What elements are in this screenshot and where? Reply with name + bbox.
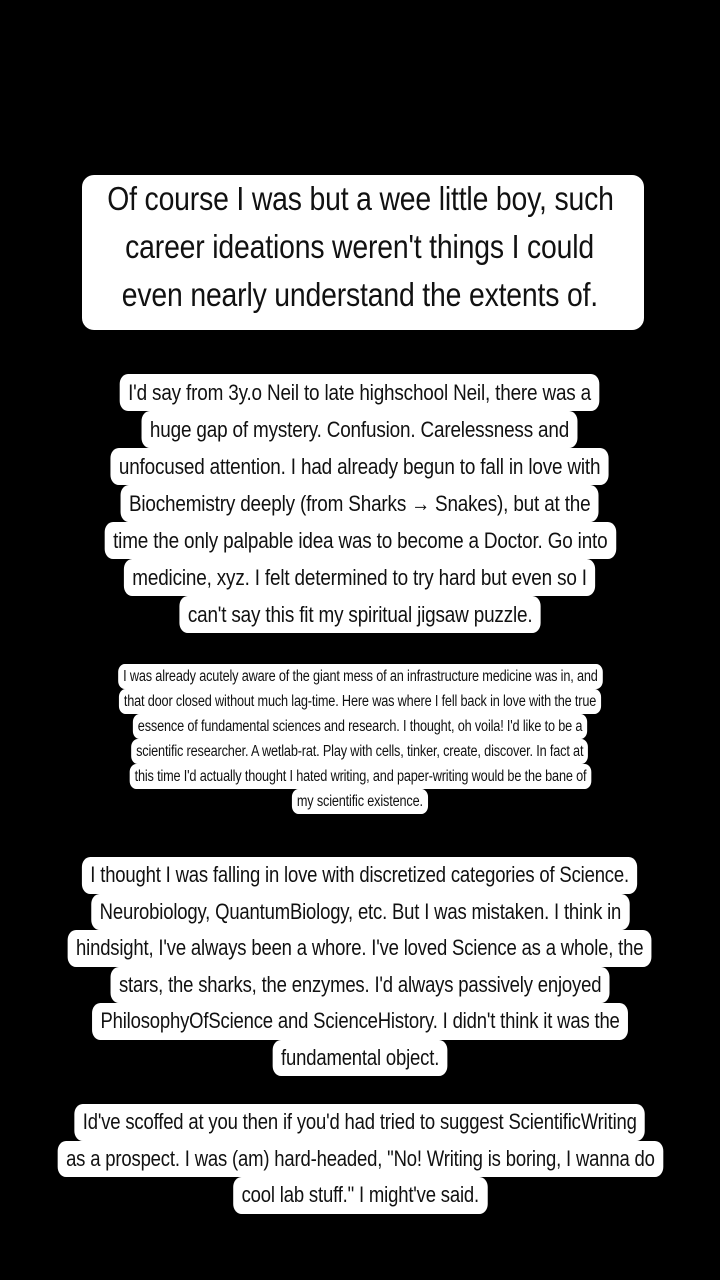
caption-line: [0, 448, 720, 485]
caption-block-5: [0, 1104, 720, 1214]
caption-text: even nearly understand the extents of.: [112, 271, 609, 319]
caption-text: I was already acutely aware of the giant mess of an infrastructure medicine was in, and: [118, 664, 602, 689]
caption-text: this time I'd actually thought I hated writing, and paper-writing would be the bane of: [129, 764, 591, 789]
caption-text: Neurobiology, QuantumBiology, etc. But I was mistaken. I think in: [91, 894, 629, 931]
caption-line: [0, 764, 720, 789]
caption-text: that door closed without much lag-time. Here was where I fell back in love with the true: [119, 689, 601, 714]
caption-text: medicine, xyz. I felt determined to try hard but even so I: [124, 559, 595, 596]
caption-line: [0, 271, 720, 319]
caption-text: Of course I was but a wee little boy, such: [96, 175, 623, 223]
caption-block-4: [0, 857, 720, 1076]
caption-block-2: [0, 374, 720, 633]
caption-line: [0, 664, 720, 689]
caption-text: as a prospect. I was (am) hard-headed, "No! Writing is boring, I wanna do: [58, 1141, 663, 1178]
caption-text: time the only palpable idea was to become a Doctor. Go into: [104, 522, 615, 559]
caption-line: [0, 1141, 720, 1178]
caption-text: can't say this fit my spiritual jigsaw puzzle.: [179, 596, 540, 633]
caption-line: [0, 485, 720, 522]
caption-line: [0, 1040, 720, 1077]
caption-line: [0, 857, 720, 894]
caption-line: [0, 522, 720, 559]
caption-line: [0, 374, 720, 411]
caption-line: [0, 223, 720, 271]
caption-line: [0, 714, 720, 739]
caption-block-1: [0, 175, 720, 319]
caption-text: Id've scoffed at you then if you'd had tried to suggest ScientificWriting: [75, 1104, 646, 1141]
caption-text: career ideations weren't things I could: [115, 223, 604, 271]
caption-text: huge gap of mystery. Confusion. Carelessness and: [142, 411, 578, 448]
caption-text: scientific researcher. A wetlab-rat. Play with cells, tinker, create, discover. In fact at: [131, 739, 588, 764]
caption-text: PhilosophyOfScience and ScienceHistory. I didn't think it was the: [92, 1003, 628, 1040]
caption-text: I thought I was falling in love with discretized categories of Science.: [82, 857, 637, 894]
caption-text: fundamental object.: [273, 1040, 448, 1077]
caption-line: [0, 1104, 720, 1141]
caption-line: [0, 739, 720, 764]
caption-line: [0, 411, 720, 448]
caption-text: cool lab stuff." I might've said.: [233, 1177, 487, 1214]
caption-line: [0, 894, 720, 931]
caption-line: [0, 1177, 720, 1214]
caption-line: [0, 930, 720, 967]
caption-line: [0, 689, 720, 714]
caption-line: [0, 1003, 720, 1040]
caption-line: [0, 175, 720, 223]
caption-line: [0, 789, 720, 814]
caption-text: hindsight, I've always been a whore. I've loved Science as a whole, the: [68, 930, 652, 967]
caption-line: [0, 967, 720, 1004]
caption-line: [0, 559, 720, 596]
caption-block-3: [0, 664, 720, 814]
caption-text: stars, the sharks, the enzymes. I'd always passively enjoyed: [110, 967, 609, 1004]
caption-text: essence of fundamental sciences and research. I thought, oh voila! I'd like to be a: [133, 714, 587, 739]
caption-text: I'd say from 3y.o Neil to late highschool Neil, there was a: [120, 374, 600, 411]
caption-text: Biochemistry deeply (from Sharks → Snakes), but at the: [121, 485, 599, 522]
caption-text: my scientific existence.: [292, 789, 428, 814]
caption-line: [0, 596, 720, 633]
caption-text: unfocused attention. I had already begun to fall in love with: [111, 448, 609, 485]
